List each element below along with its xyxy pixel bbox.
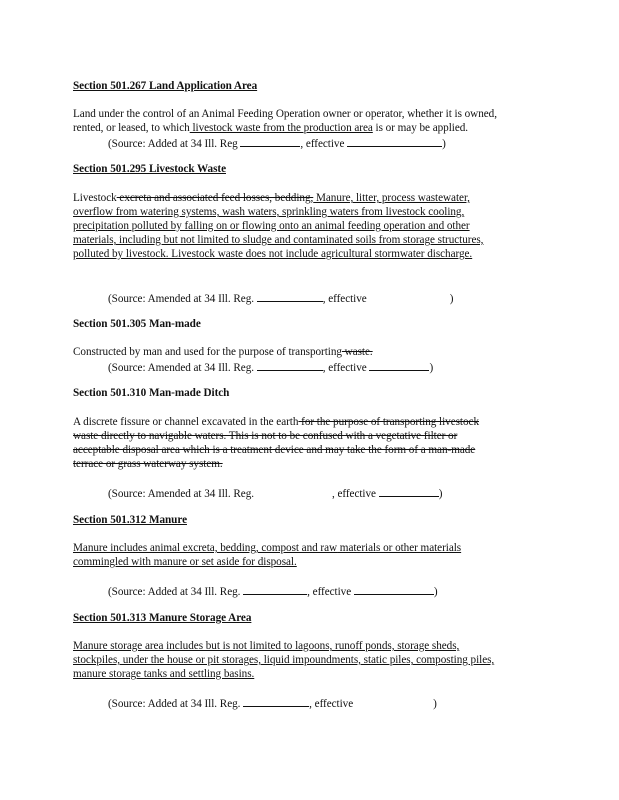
section-310-heading: Section 501.310 Man-made Ditch — [73, 387, 230, 399]
section-267-line-1: Land under the control of an Animal Feeding Operation owner or operator, whether it is owned, — [73, 108, 497, 120]
section-295-line-3: precipitation polluted by falling on or flowing onto an animal feeding operation and other — [73, 220, 470, 232]
section-295-line-1: Livestock excreta and associated feed losses, bedding, Manure, litter, process wastewater, — [73, 192, 470, 204]
section-310-line-3: acceptable disposal area which is a treatment device and may take the form of a man-made — [73, 444, 476, 456]
section-313-line-1: Manure storage area includes but is not limited to lagoons, runoff ponds, storage sheds, — [73, 640, 460, 652]
section-310-line-1: A discrete fissure or channel excavated in the earth for the purpose of transporting livestock — [73, 416, 479, 428]
section-310-line-4: terrace or grass waterway system. — [73, 458, 223, 470]
section-313-source: (Source: Added at 34 Ill. Reg. , effective ) — [108, 698, 437, 710]
section-310-line-2: waste directly to navigable waters. This is not to be confused with a vegetative filter or — [73, 430, 458, 442]
section-267-source: (Source: Added at 34 Ill. Reg , effective ) — [108, 138, 446, 150]
section-295-heading: Section 501.295 Livestock Waste — [73, 163, 226, 175]
section-267-line-2: rented, or leased, to which livestock waste from the production area is or may be applied. — [73, 122, 469, 134]
section-312-line-2: commingled with manure or set aside for disposal. — [73, 556, 297, 568]
section-310-source: (Source: Amended at 34 Ill. Reg. , effective ) — [108, 488, 443, 500]
section-312-source: (Source: Added at 34 Ill. Reg. , effective ) — [108, 586, 438, 598]
section-313-line-3: manure storage tanks and settling basins. — [73, 668, 255, 680]
section-295-line-4: materials, including but not limited to sludge and contaminated soils from storage structures, — [73, 234, 484, 246]
section-313-heading: Section 501.313 Manure Storage Area — [73, 612, 252, 624]
section-313-line-2: stockpiles, under the house or pit storages, liquid impoundments, static piles, composting piles, — [73, 654, 495, 666]
section-295-source: (Source: Amended at 34 Ill. Reg. , effective ) — [108, 293, 454, 305]
section-305-line-1: Constructed by man and used for the purpose of transporting waste. — [73, 346, 373, 358]
section-312-line-1: Manure includes animal excreta, bedding, compost and raw materials or other materials — [73, 542, 462, 554]
section-312-heading: Section 501.312 Manure — [73, 514, 187, 526]
section-305-source: (Source: Amended at 34 Ill. Reg. , effective ) — [108, 362, 434, 374]
section-305-heading: Section 501.305 Man-made — [73, 318, 201, 330]
section-295-line-2: overflow from watering systems, wash waters, sprinkling waters from livestock cooling, — [73, 206, 465, 218]
section-267-heading: Section 501.267 Land Application Area — [73, 80, 258, 92]
section-295-line-5: polluted by livestock. Livestock waste does not include agricultural stormwater discharge. — [73, 248, 473, 260]
